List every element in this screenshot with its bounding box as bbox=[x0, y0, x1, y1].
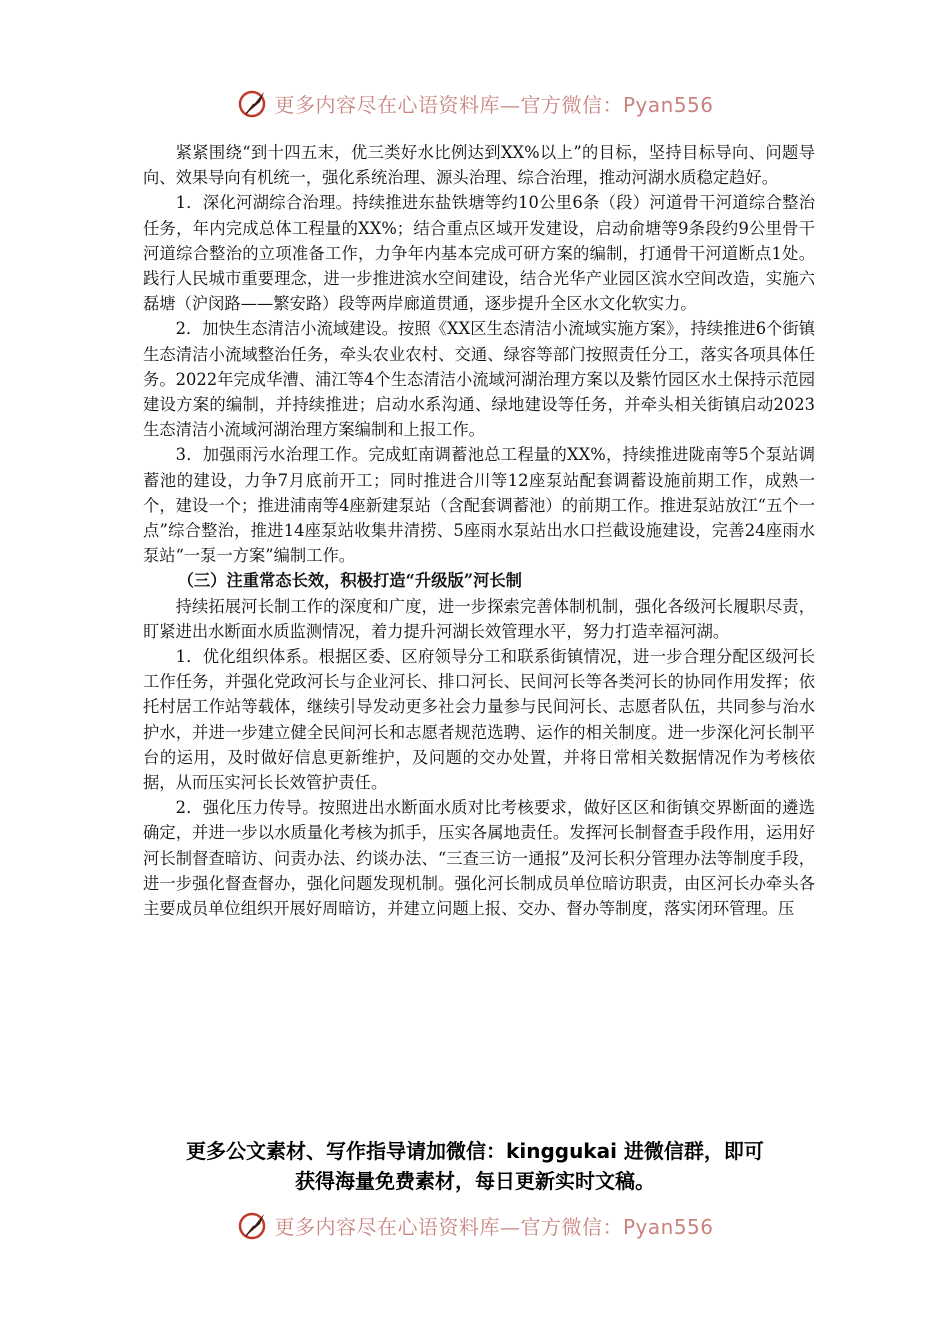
paragraph: 3．加强雨污水治理工作。完成虹南调蓄池总工程量的XX%，持续推进陇南等5个泵站调蓄池的建设，力争7月底前开工；同时推进合川等12座泵站配套调蓄设施前期工作，成熟一个，建设一个；推进浦南等4座新建泵站（含配套调蓄池）的前期工作。推进泵站放江“五个一点”综合整治，推进14座泵站收集井清捞、5座雨水泵站出水口拦截设施建设，完善24座雨水泵站“一泵一方案”编制工作。 bbox=[143, 445, 815, 566]
paragraph: 2．加快生态清洁小流域建设。按照《XX区生态清洁小流域实施方案》，持续推进6个街镇生态清洁小流域整治任务，牵头农业农村、交通、绿容等部门按照责任分工，落实各项具体任务。2022年完成华漕、浦江等4个生态清洁小流域河湖治理方案以及紫竹园区水土保持示范园建设方案的编制，并持续推进；启动水系沟通、绿地建设等任务，并牵头相关街镇启动2023生态清洁小流域河湖治理方案编制和上报工作。 bbox=[143, 319, 815, 440]
paragraph: 1．优化组织体系。根据区委、区府领导分工和联系街镇情况，进一步合理分配区级河长工作任务，并强化党政河长与企业河长、排口河长、民间河长等各类河长的协同作用发挥；依托村居工作站等载体，继续引导发动更多社会力量参与民间河长、志愿者队伍，共同参与治水护水，并进一步建立健全民间河长和志愿者规范选聘、运作的相关制度。进一步深化河长制平台的运用，及时做好信息更新维护，及问题的交办处置，并将日常相关数据情况作为考核依据，从而压实河长长效管护责任。 bbox=[143, 647, 815, 793]
header-banner-label: 更多内容尽在心语资料库—官方微信： bbox=[274, 92, 623, 117]
header-wechat-id: Pyan556 bbox=[622, 92, 714, 117]
footer-wechat-id: Pyan556 bbox=[622, 1214, 714, 1239]
footer-banner-text bbox=[274, 1211, 713, 1240]
paragraph: 持续拓展河长制工作的深度和广度，进一步探索完善体制机制，强化各级河长履职尽责，盯紧进出水断面水质监测情况，着力提升河湖长效管理水平，努力打造幸福河湖。 bbox=[143, 596, 815, 641]
footer-banner-label: 更多内容尽在心语资料库—官方微信： bbox=[274, 1214, 623, 1239]
promo-line-1: 更多公文素材、写作指导请加微信：kinggukai 进微信群，即可 bbox=[186, 1139, 764, 1163]
promo-block bbox=[100, 1136, 850, 1196]
quill-logo-icon bbox=[236, 86, 270, 120]
header-banner bbox=[0, 86, 950, 120]
header-banner-text bbox=[274, 89, 713, 118]
quill-logo-icon bbox=[236, 1208, 270, 1242]
document-body bbox=[143, 140, 815, 921]
footer-banner bbox=[0, 1208, 950, 1242]
paragraph: 紧紧围绕“到十四五末，优三类好水比例达到XX%以上”的目标，坚持目标导向、问题导向、效果导向有机统一，强化系统治理、源头治理、综合治理，推动河湖水质稳定趋好。 bbox=[143, 143, 815, 188]
paragraph: 2．强化压力传导。按照进出水断面水质对比考核要求，做好区区和街镇交界断面的遴选确定，并进一步以水质量化考核为抓手，压实各属地责任。发挥河长制督查手段作用，运用好河长制督查暗访、问责办法、约谈办法、“三查三访一通报”及河长积分管理办法等制度手段，进一步强化督查督办，强化问题发现机制。强化河长制成员单位暗访职责，由区河长办牵头各主要成员单位组织开展好周暗访，并建立问题上报、交办、督办等制度，落实闭环管理。压 bbox=[143, 798, 815, 919]
section-heading: （三）注重常态长效，积极打造“升级版”河长制 bbox=[177, 571, 522, 591]
paragraph: 1．深化河湖综合治理。持续推进东盐铁塘等约10公里6条（段）河道骨干河道综合整治任务，年内完成总体工程量的XX%；结合重点区域开发建设，启动俞塘等9条段约9公里骨干河道综合整治的立项准备工作，力争年内基本完成可研方案的编制，打通骨干河道断点1处。践行人民城市重要理念，进一步推进滨水空间建设，结合光华产业园区滨水空间改造，实施六磊塘（沪闵路——繁安路）段等两岸廊道贯通，逐步提升全区水文化软实力。 bbox=[143, 193, 815, 314]
promo-line-2: 获得海量免费素材，每日更新实时文稿。 bbox=[295, 1169, 655, 1193]
